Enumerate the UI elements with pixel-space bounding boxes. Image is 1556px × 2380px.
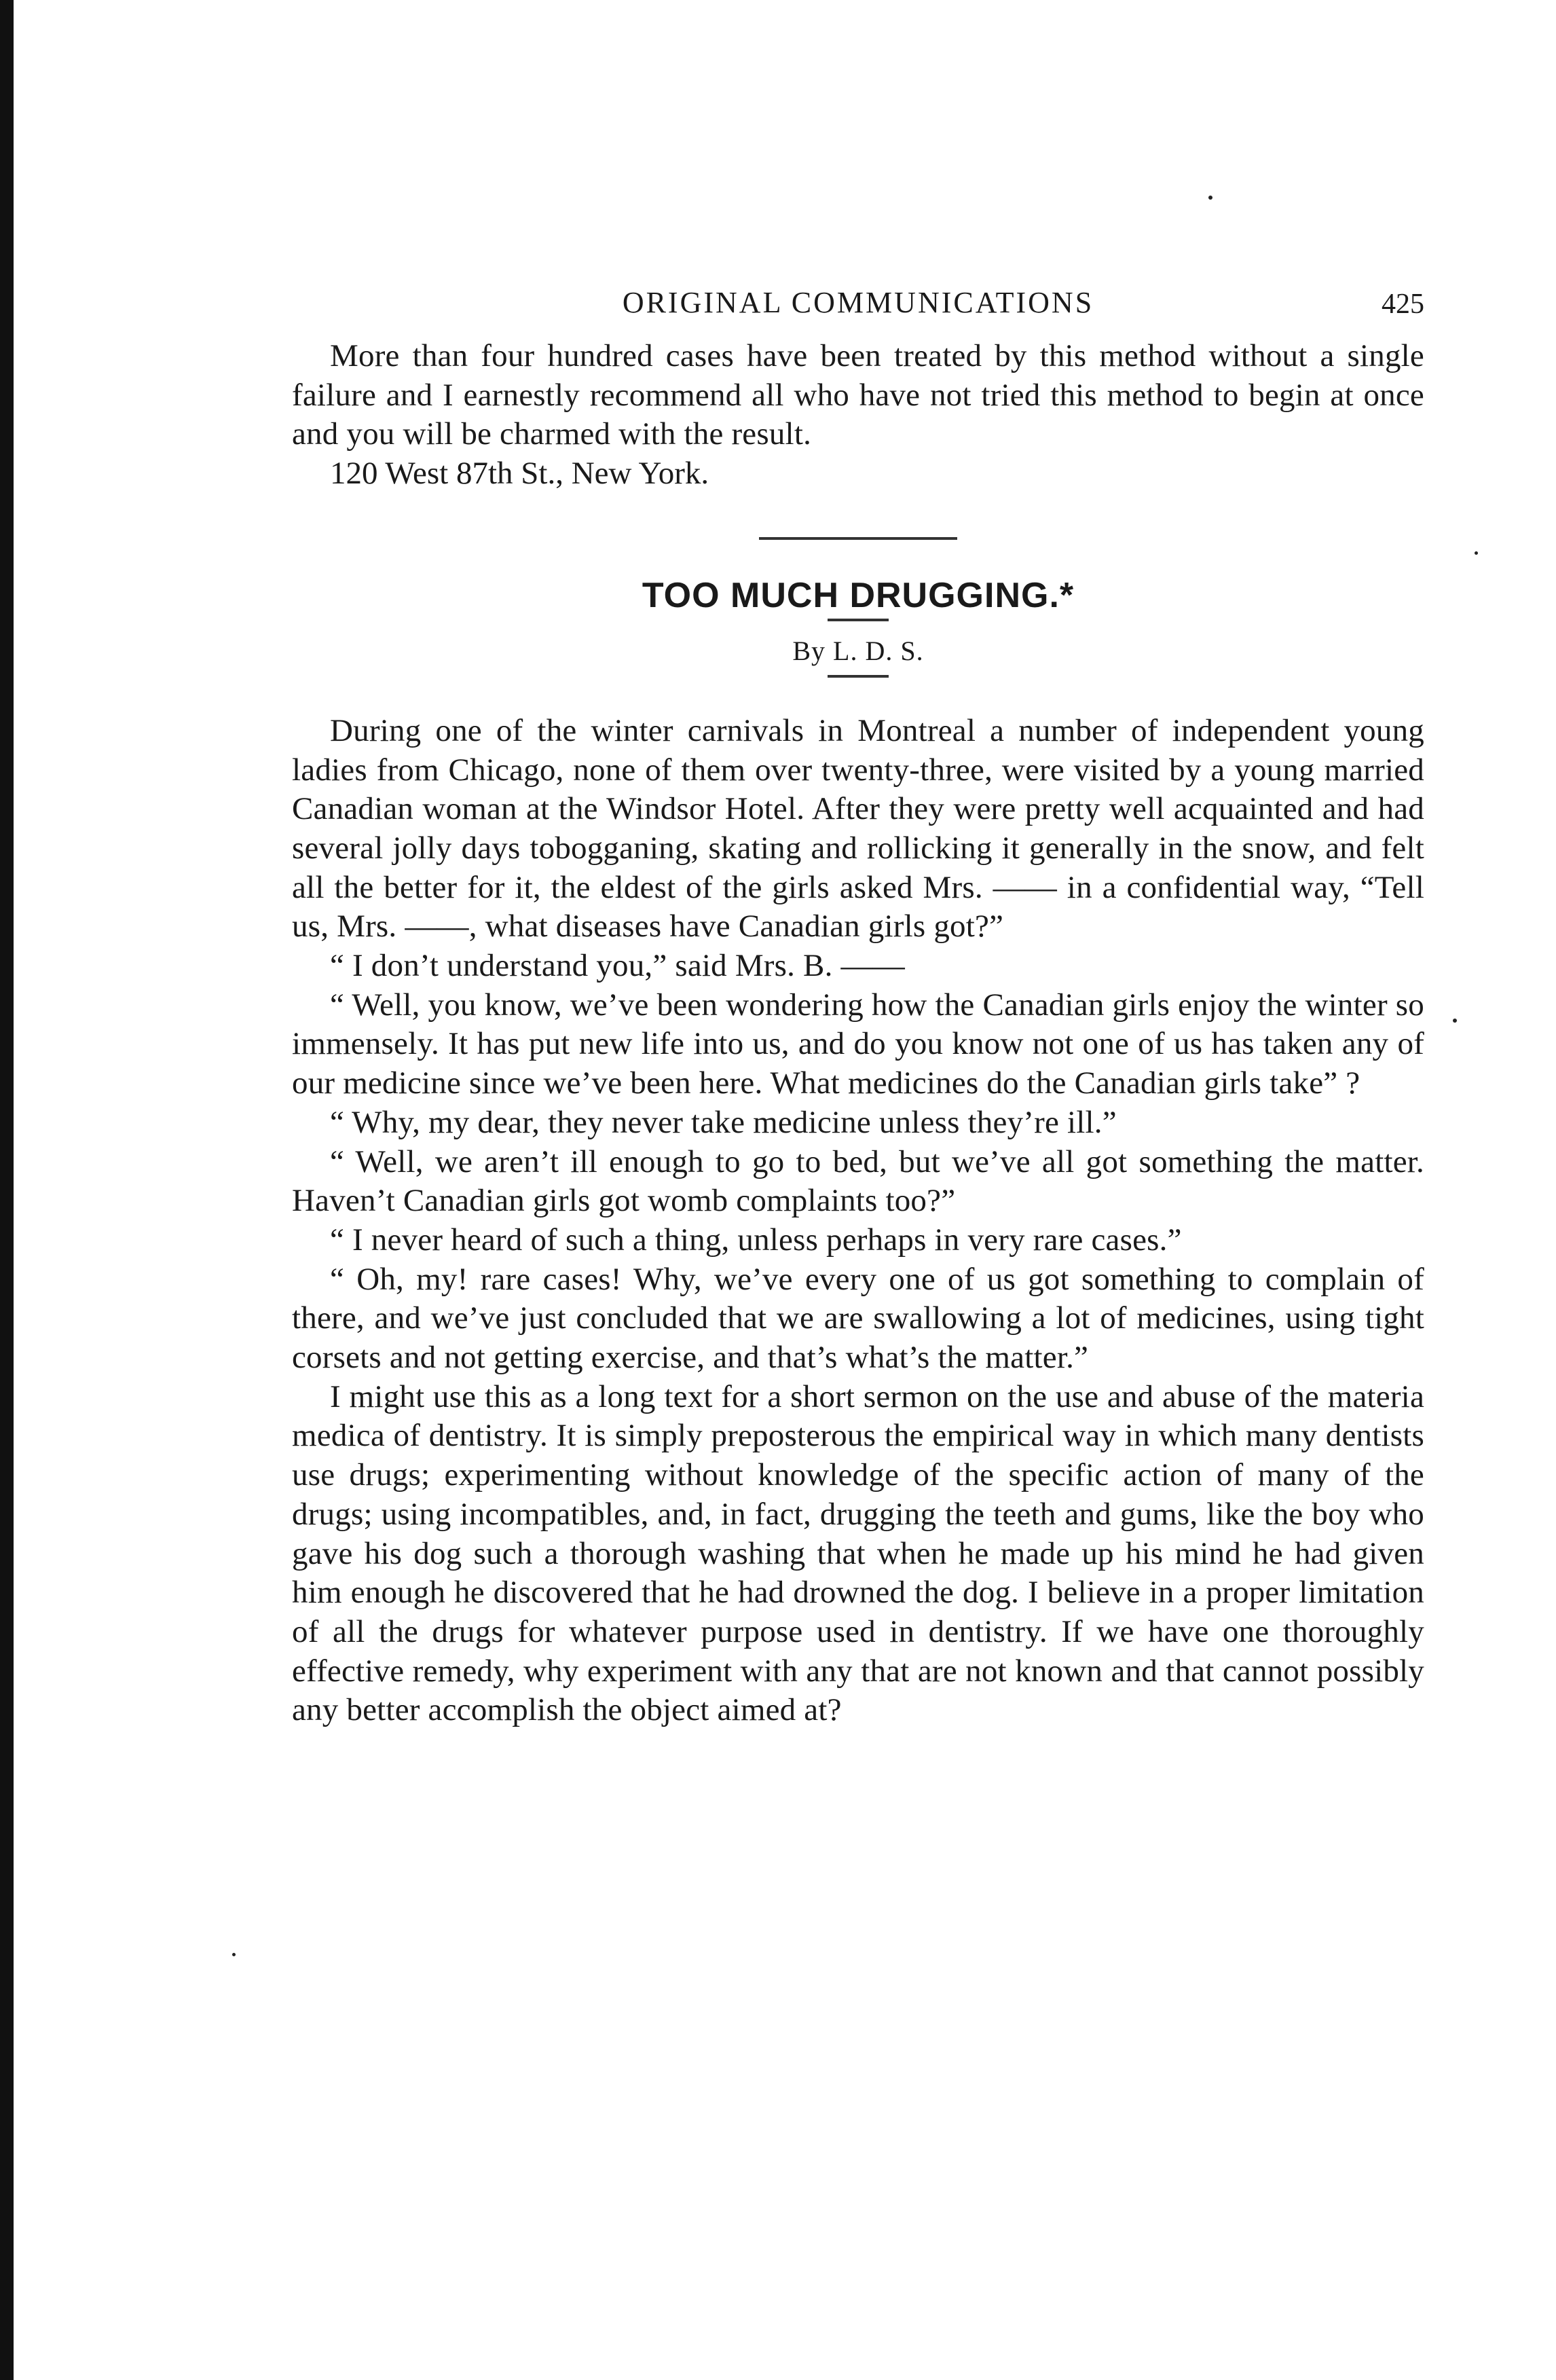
scan-speck	[1453, 1019, 1457, 1023]
book-page	[292, 285, 1424, 1730]
article-paragraph: “ Why, my dear, they never take medicine unless they’re ill.”	[330, 1104, 1117, 1140]
article-title: TOO MUCH DRUGGING.*	[642, 575, 1075, 615]
article-paragraph: During one of the winter carnivals in Montreal a number of independent young ladies from Chicago, none of them over twenty-three, were visited by a young married Canadian woman at the Windsor Hotel. After they were pretty well acquainted and had several jolly days tobogganing, skating and rollicking it generally in the snow, and felt all the better for it, the eldest of the girls asked Mrs. —— in a confidential way, “Tell us, Mrs. ——, what diseases have Canadian girls got?”	[292, 712, 1424, 945]
scan-speck	[1475, 551, 1478, 555]
article-paragraph: “ Well, you know, we’ve been wondering how the Canadian girls enjoy the winter so immensely. It has put new life into us, and do you know not one of us has taken any of our medicine since we’ve been here. What medicines do the Canadian girls take” ?	[292, 987, 1424, 1101]
article-paragraph: “ I never heard of such a thing, unless perhaps in very rare cases.”	[330, 1222, 1182, 1258]
page-number: 425	[1382, 289, 1424, 320]
article-paragraph: “ Well, we aren’t ill enough to go to bed, but we’ve all got something the matter. Haven’t Canadian girls got womb complaints too?”	[292, 1143, 1424, 1219]
title-underline	[828, 619, 889, 621]
running-head	[292, 285, 1424, 326]
scan-speck	[232, 1953, 236, 1956]
book-spine-shadow	[0, 0, 14, 2380]
byline-divider	[828, 675, 889, 678]
author-address: 120 West 87th St., New York.	[330, 456, 709, 492]
section-divider	[759, 537, 957, 540]
article-paragraph: I might use this as a long text for a short sermon on the use and abuse of the materia medica of dentistry. It is simply preposterous the empirical way in which many dentists use drugs; experimenting without knowledge of the specific action of many of the drugs; using incompatibles, and, in fact, drugging the teeth and gums, like the boy who gave his dog such a thorough washing that when he made up his mind he had given him enough he discovered that he had drowned the dog. I believe in a proper limitation of all the drugs for whatever purpose used in dentistry. If we have one thoroughly effective remedy, why experiment with any that are not known and that cannot possibly any better accomplish the object aimed at?	[292, 1378, 1424, 1728]
article-paragraph: “ I don’t understand you,” said Mrs. B. ——	[330, 948, 905, 984]
intro-paragraph: More than four hundred cases have been treated by this method without a single failure and I earnestly recommend all who have not tried this method to begin at once and you will be charmed with the result.	[292, 338, 1424, 452]
article-byline: By L. D. S.	[792, 635, 924, 666]
scan-speck	[1208, 196, 1212, 200]
article-paragraph: “ Oh, my! rare cases! Why, we’ve every one of us got something to complain of there, and we’ve just concluded that we are swallowing a lot of medicines, using tight corsets and not getting exercise, and that’s what’s the matter.”	[292, 1261, 1424, 1376]
running-title: ORIGINAL COMMUNICATIONS	[622, 286, 1094, 319]
